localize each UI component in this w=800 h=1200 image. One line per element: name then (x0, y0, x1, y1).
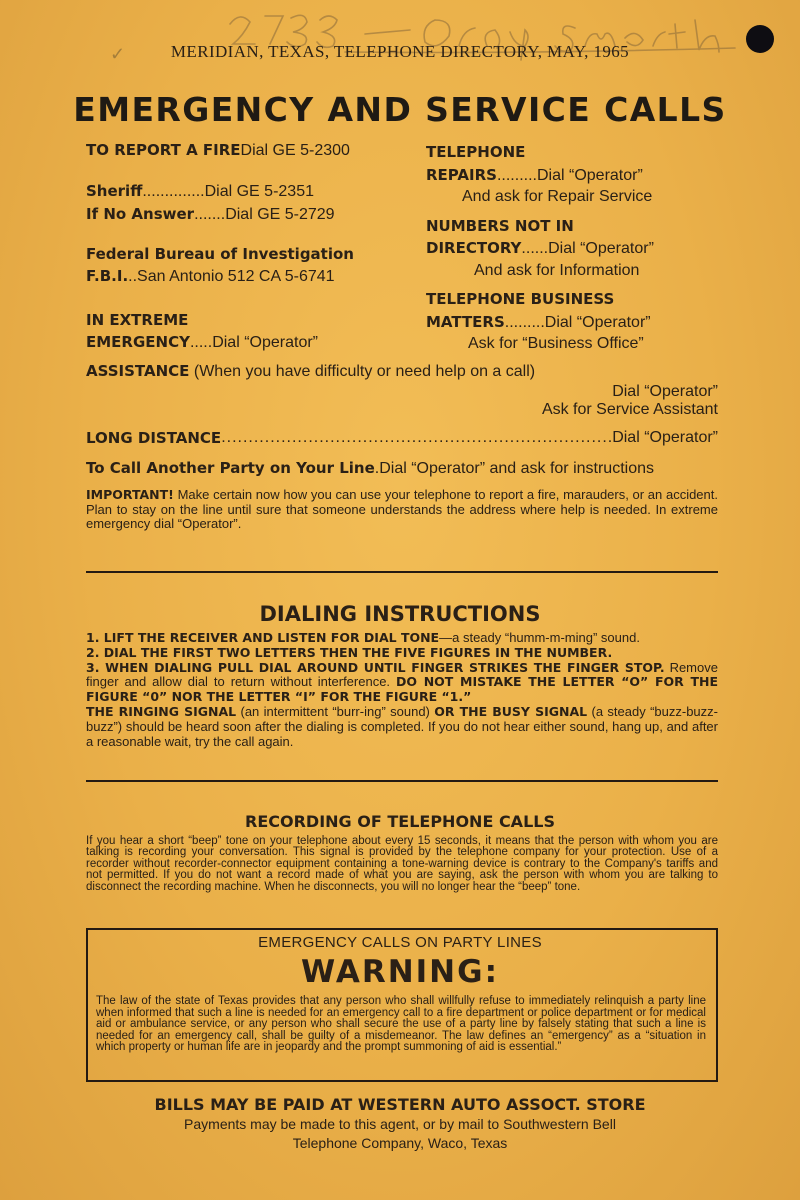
dialing-step-2: 2. DIAL THE FIRST TWO LETTERS THEN THE FIVE FIGURES IN THE NUMBER. (86, 644, 613, 660)
pencil-handwriting (225, 6, 745, 76)
warning-title: WARNING: (301, 954, 499, 990)
business-line-1: TELEPHONE BUSINESS (426, 290, 615, 308)
business-line-2: MATTERS.........Dial “Operator” (426, 313, 651, 331)
extreme-line-1: IN EXTREME (86, 311, 189, 329)
dialing-step-1: 1. LIFT THE RECEIVER AND LISTEN FOR DIAL TONE—a steady “humm-m-ming” sound. (86, 630, 640, 645)
sheriff-line: Sheriff..............Dial GE 5-2351 (86, 182, 314, 200)
divider-2 (86, 780, 718, 782)
fbi-line: F.B.I...San Antonio 512 CA 5-6741 (86, 267, 335, 285)
extreme-line-2: EMERGENCY.....Dial “Operator” (86, 333, 318, 351)
recording-title: RECORDING OF TELEPHONE CALLS (245, 812, 555, 831)
divider-1 (86, 571, 718, 573)
warning-subtitle: EMERGENCY CALLS ON PARTY LINES (258, 934, 542, 951)
dialing-steps (86, 631, 718, 749)
warning-text: The law of the state of Texas provides that any person who shall willfully refuse to immediately relinquish a party line when informed that such a line is needed for an emergency call to a fire department or police department or for medical aid or ambulance service, or any person who shall secure the use of a party line by falsely stating that such a line is needed for an emergency call, shall be guilty of a misdemeanor. The law defines an “emergency” as a “situation in which property or human life are in jeopardy and the prompt summoning of aid is essential.” (96, 995, 706, 1054)
important-paragraph: IMPORTANT! Make certain now how you can use your telephone to report a fire, marauders, or an accident. Plan to stay on the line until sure that someone understands the address where help is needed. In extreme emergency dial “Operator”. (86, 487, 718, 531)
business-sub: Ask for “Business Office” (468, 335, 644, 352)
page-title: EMERGENCY AND SERVICE CALLS (73, 90, 727, 129)
check-mark: ✓ (110, 44, 126, 64)
dialing-step-3: 3. WHEN DIALING PULL DIAL AROUND UNTIL FINGER STRIKES THE FINGER STOP. Remove finger and allow dial to return without interference. DO NOT MISTAKE THE LETTER “O” FOR THE FIGURE “0” NOR THE LETTER “I” FOR THE FIGURE “1.” (86, 659, 718, 705)
repairs-line-1: TELEPHONE (426, 143, 526, 161)
footer-title: BILLS MAY BE PAID AT WESTERN AUTO ASSOCT. STORE (154, 1095, 646, 1114)
assistance-value: Dial “Operator” (612, 383, 718, 400)
assistance-sub: Ask for Service Assistant (541, 401, 718, 418)
fbi-title: Federal Bureau of Investigation (86, 245, 354, 263)
numbers-line-2: DIRECTORY......Dial “Operator” (426, 239, 654, 257)
long-distance-line: LONG DISTANCE ..... Dial “Operator” (86, 428, 718, 448)
fire-line: TO REPORT A FIREDial GE 5-2300 (86, 141, 350, 159)
assistance-line: ASSISTANCE (When you have difficulty or need help on a call) (86, 362, 536, 380)
party-line: To Call Another Party on Your Line.Dial “Operator” and ask for instructions (86, 459, 654, 477)
no-answer-line: If No Answer.......Dial GE 5-2729 (86, 205, 335, 223)
footer-line-1: Payments may be made to this agent, or by mail to Southwestern Bell (184, 1116, 616, 1132)
numbers-line-1: NUMBERS NOT IN (426, 217, 574, 235)
repairs-sub: And ask for Repair Service (462, 188, 653, 205)
directory-header: MERIDIAN, TEXAS, TELEPHONE DIRECTORY, MAY, 1965 (170, 42, 630, 61)
dialing-signals: THE RINGING SIGNAL (an intermittent “burr-ing” sound) OR THE BUSY SIGNAL (a steady “buzz-buzz-buzz”) should be heard soon after the dialing is completed. If you do not hear either sound, hang up, and after a reasonable wait, try the call again. (86, 703, 718, 749)
repairs-line-2: REPAIRS.........Dial “Operator” (426, 166, 643, 184)
numbers-sub: And ask for Information (474, 262, 640, 279)
recording-text: If you hear a short “beep” tone on your telephone about every 15 seconds, it means that the person with whom you are talking is recording your conversation. This signal is provided by the telephone company for your protection. Use of a recorder without recorder-connector equipment containing a tone-warning device is contrary to the Company's tariffs and not permitted. If you do not want a record made of what you are saying, ask the person with whom you are talking to disconnect the recording machine. When he disconnects, you will no longer hear the “beep” tone. (86, 835, 718, 893)
footer-line-2: Telephone Company, Waco, Texas (292, 1135, 508, 1151)
dialing-title: DIALING INSTRUCTIONS (259, 602, 541, 626)
